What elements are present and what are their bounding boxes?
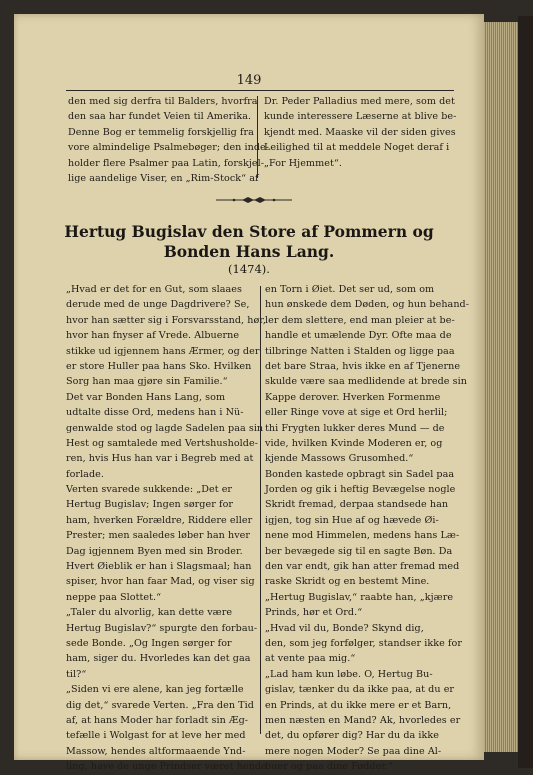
text-line: Denne Bog er temmelig forskjellig fra bbox=[68, 126, 254, 138]
header-rule bbox=[66, 90, 454, 91]
text-line: udtalte disse Ord, medens han i Nü- bbox=[66, 407, 244, 419]
book-page bbox=[14, 14, 484, 773]
left-column bbox=[66, 282, 267, 775]
text-line: til?“ bbox=[66, 668, 87, 680]
text-line: Jorden og gik i heftig Bevægelse nogle bbox=[265, 484, 456, 496]
text-line: mere nogen Moder? Se paa dine Al- bbox=[265, 745, 442, 757]
text-line: forlade. bbox=[66, 468, 104, 480]
article-title bbox=[14, 222, 484, 262]
text-line: „For Hjemmet“. bbox=[264, 157, 342, 169]
text-line: vide, hvilken Kvinde Moderen er, og bbox=[265, 437, 443, 449]
text-line: Skridt fremad, derpaa standsede han bbox=[265, 499, 449, 511]
top-right-column bbox=[264, 94, 457, 171]
top-left-column bbox=[68, 94, 270, 186]
text-line: ling, have de unge Prindser været hende bbox=[66, 761, 267, 773]
text-line: gislav, tænker du da ikke paa, at du er bbox=[265, 684, 455, 696]
text-line: Leilighed til at meddele Noget deraf i bbox=[264, 142, 450, 154]
text-line: at vente paa mig.“ bbox=[265, 653, 356, 665]
text-line: neppe paa Slottet.“ bbox=[66, 591, 162, 603]
title-line-2: Bonden Hans Lang. bbox=[163, 242, 335, 261]
ornament-divider bbox=[214, 195, 294, 205]
text-line: holder flere Psalmer paa Latin, forskjel- bbox=[68, 157, 264, 169]
text-line: igjen, tog sin Hue af og hævede Øi- bbox=[265, 514, 439, 526]
text-line: ler dem slettere, end man pleier at be- bbox=[265, 314, 455, 326]
text-line: kjende Massows Grusomhed.“ bbox=[265, 453, 414, 465]
text-line: det bare Straa, hvis ikke en af Tjenerne bbox=[265, 360, 461, 372]
text-line: Hvert Øieblik er han i Slagsmaal; han bbox=[66, 561, 252, 573]
text-line: sede Bonde. „Og Ingen sørger for bbox=[66, 637, 232, 649]
text-line: en Prinds, at du ikke mere er et Barn, bbox=[265, 699, 452, 711]
text-line: den med sig derfra til Balders, hvorfra bbox=[68, 96, 258, 107]
text-line: skulde være saa medlidende at brede sin bbox=[265, 376, 467, 388]
text-line: „Taler du alvorlig, kan dette være bbox=[66, 607, 233, 619]
text-line: af, at hans Moder har forladt sin Æg- bbox=[66, 714, 249, 726]
page-number: 149 bbox=[236, 73, 262, 88]
text-line: stikke ud igjennem hans Ærmer, og der bbox=[66, 345, 260, 357]
text-line: raske Skridt og en bestemt Mine. bbox=[265, 576, 430, 588]
right-column bbox=[265, 282, 470, 775]
text-line: „Hvad vil du, Bonde? Skynd dig, bbox=[265, 622, 424, 634]
text-line: Prester; men saaledes løber han hver bbox=[66, 530, 251, 542]
text-line: nene mod Himmelen, medens hans Læ- bbox=[265, 530, 460, 542]
text-line: thi Frygten lukker deres Mund — de bbox=[265, 422, 445, 434]
text-line: Det var Bonden Hans Lang, som bbox=[66, 391, 226, 403]
text-line: Kappe derover. Hverken Formenme bbox=[265, 391, 441, 403]
text-line: tilbringe Natten i Stalden og ligge paa bbox=[265, 345, 455, 357]
text-line: Hertug Bugislav?“ spurgte den forbau- bbox=[66, 622, 258, 634]
column-divider bbox=[257, 96, 258, 178]
text-line: „Hertug Bugislav,“ raabte han, „kjære bbox=[265, 591, 454, 603]
text-line: handle et umælende Dyr. Ofte maa de bbox=[265, 330, 452, 342]
text-line: eller Ringe vove at sige et Ord herlil; bbox=[265, 407, 448, 419]
text-line: ham, hverken Forældre, Riddere eller bbox=[66, 514, 253, 526]
text-line: ber bevægede sig til en sagte Bøn. Da bbox=[265, 545, 453, 557]
text-line: den saa har fundet Veien til Amerika. bbox=[68, 111, 252, 123]
text-line: vore almindelige Psalmebøger; den inde- bbox=[68, 142, 270, 154]
text-line: dig det,“ svarede Verten. „Fra den Tid bbox=[66, 699, 254, 711]
text-line: kunde interessere Læserne at blive be- bbox=[264, 111, 457, 123]
text-line: „Hvad er det for en Gut, som slaaes bbox=[66, 284, 242, 295]
text-line: „Lad ham kun løbe. O, Hertug Bu- bbox=[265, 668, 433, 680]
text-line: „Siden vi ere alene, kan jeg fortælle bbox=[66, 684, 244, 696]
text-line: ham, siger du. Hvorledes kan det gaa bbox=[66, 653, 251, 665]
text-line: den var endt, gik han atter fremad med bbox=[265, 561, 460, 573]
text-line: derude med de unge Dagdrivere? Se, bbox=[66, 299, 250, 311]
text-line: hvor han fnyser af Vrede. Albuerne bbox=[66, 330, 240, 342]
text-line: genwalde stod og lagde Sadelen paa sin bbox=[66, 422, 264, 434]
text-line: hvor han sætter sig i Forsvarsstand, hør, bbox=[66, 314, 266, 326]
text-line: det, du opfører dig? Har du da ikke bbox=[265, 730, 439, 742]
text-line: Hest og samtalede med Vertshusholde- bbox=[66, 437, 258, 449]
text-line: tefælle i Wolgast for at leve her med bbox=[66, 730, 246, 742]
text-line: ren, hvis Hus han var i Begreb med at bbox=[66, 453, 254, 465]
text-line: men næsten en Mand? Ak, hvorledes er bbox=[265, 714, 461, 726]
text-line: Dag igjennem Byen med sin Broder. bbox=[66, 545, 243, 557]
text-line: lige aandelige Viser, en „Rim-Stock“ af bbox=[68, 172, 259, 184]
text-line: Dr. Peder Palladius med mere, som det bbox=[264, 96, 455, 107]
text-line: buer og paa dine Fødder.“ bbox=[265, 761, 393, 773]
title-line-1: Hertug Bugislav den Store af Pommern og bbox=[64, 222, 434, 241]
text-line: Verten svarede sukkende: „Det er bbox=[66, 484, 233, 496]
text-line: Prinds, hør et Ord.“ bbox=[265, 607, 363, 619]
text-line: Hertug Bugislav; Ingen sørger for bbox=[66, 499, 234, 511]
text-line: en Torn i Øiet. Det ser ud, som om bbox=[265, 284, 435, 295]
text-line: kjendt med. Maaske vil der siden gives bbox=[264, 126, 456, 138]
column-divider bbox=[260, 286, 261, 734]
text-line: den, som jeg forfølger, standser ikke for bbox=[265, 637, 462, 649]
text-line: er store Huller paa hans Sko. Hvilken bbox=[66, 360, 252, 372]
article-year: (1474). bbox=[228, 262, 270, 276]
text-line: Sorg han maa gjøre sin Familie.“ bbox=[66, 376, 228, 388]
book-cover bbox=[518, 16, 533, 768]
text-line: Bonden kastede opbragt sin Sadel paa bbox=[265, 468, 455, 480]
text-line: spiser, hvor han faar Mad, og viser sig bbox=[66, 576, 255, 588]
text-line: hun ønskede dem Døden, og hun behand- bbox=[265, 299, 470, 311]
page-edges bbox=[484, 22, 518, 752]
text-line: Massow, hendes altformaaende Ynd- bbox=[66, 745, 246, 757]
